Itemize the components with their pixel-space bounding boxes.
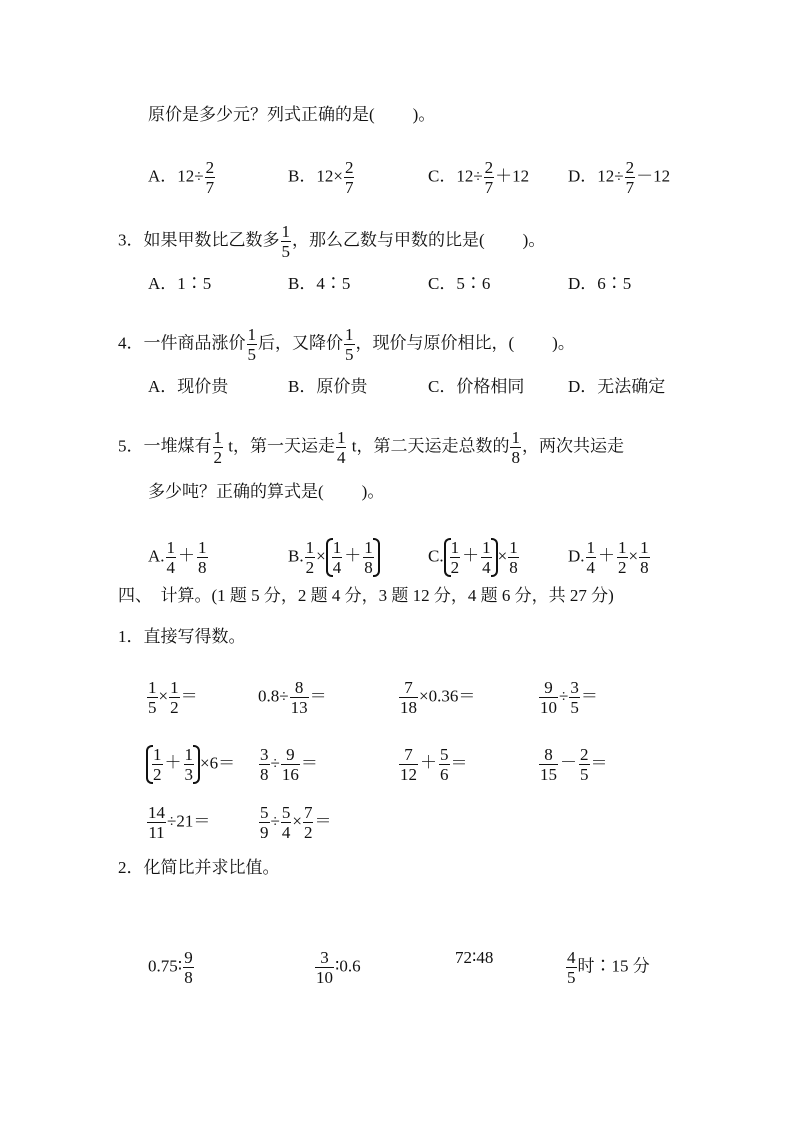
- fraction: $\frac{1}{3}$: [184, 745, 193, 784]
- q2-continuation: 原价是多少元？列式正确的是( )。: [148, 105, 436, 124]
- fraction: $\frac{8}{15}$: [540, 745, 557, 784]
- calc-item: $\frac{9}{10}$ ÷ $\frac{3}{5}$ ＝: [540, 678, 598, 717]
- q5-option-d[interactable]: D. $\frac{1}{4}$ ＋ $\frac{1}{2}$ × $\frac{1}{8}$: [568, 538, 649, 577]
- q2-option-a[interactable]: A．12÷ $\frac{2}{7}$: [148, 158, 215, 197]
- q5-option-a[interactable]: A. $\frac{1}{4}$ ＋ $\frac{1}{8}$: [148, 538, 207, 577]
- calc-item: $\frac{7}{18}$ ×0.36＝: [400, 678, 476, 717]
- q4-option-a[interactable]: A．现价贵: [148, 377, 229, 396]
- calc-item: $\frac{7}{12}$ ＋ $\frac{5}{6}$ ＝: [400, 745, 468, 784]
- calc1-heading: 1．直接写得数。: [118, 627, 246, 646]
- fraction: $\frac{1}{8}$: [198, 538, 207, 577]
- ratio-item: 72∶48: [455, 948, 494, 967]
- fraction: $\frac{9}{8}$: [184, 948, 193, 987]
- fraction: $\frac{3}{8}$: [260, 745, 269, 784]
- ratio-item: $\frac{4}{5}$ 时∶15 分: [567, 948, 650, 987]
- q3-option-d[interactable]: D．6∶5: [568, 274, 632, 293]
- fraction: $\frac{1}{4}$: [336, 428, 346, 467]
- fraction: $\frac{9}{10}$: [540, 678, 557, 717]
- ratio-item: $\frac{3}{10}$ ∶0.6: [316, 948, 361, 987]
- calc-item: $\frac{5}{9}$ ÷ $\frac{5}{4}$ × $\frac{7}{2}$ ＝: [260, 803, 332, 842]
- fraction: $\frac{8}{13}$: [290, 678, 308, 717]
- calc-item: $\frac{1}{2}$ ＋ $\frac{1}{3}$ ×6＝: [146, 745, 235, 784]
- fraction: $\frac{2}{7}$: [484, 158, 494, 197]
- fraction: $\frac{1}{8}$: [640, 538, 649, 577]
- calc-item: 0.8÷ $\frac{8}{13}$ ＝: [258, 678, 327, 717]
- q5-continuation: 多少吨？正确的算式是( )。: [148, 482, 385, 501]
- parentheses: $\frac{1}{4}$ ＋ $\frac{1}{8}$: [326, 538, 380, 577]
- q2-option-c[interactable]: C．12÷ $\frac{2}{7}$ ＋12: [428, 158, 530, 197]
- fraction: $\frac{2}{7}$: [205, 158, 215, 197]
- fraction: $\frac{1}{5}$: [345, 325, 354, 364]
- fraction: $\frac{7}{18}$: [400, 678, 417, 717]
- fraction: $\frac{7}{12}$: [400, 745, 417, 784]
- calc-item: $\frac{14}{11}$ ÷21＝: [148, 803, 211, 842]
- fraction: $\frac{1}{8}$: [509, 538, 518, 577]
- q2-option-d[interactable]: D．12÷ $\frac{2}{7}$ －12: [568, 158, 671, 197]
- fraction: $\frac{1}{4}$: [332, 538, 342, 577]
- fraction: $\frac{1}{2}$: [153, 745, 162, 784]
- fraction: $\frac{1}{2}$: [450, 538, 460, 577]
- fraction: $\frac{1}{2}$: [170, 678, 179, 717]
- fraction: $\frac{9}{16}$: [281, 745, 299, 784]
- calc-item: $\frac{3}{8}$ ÷ $\frac{9}{16}$ ＝: [260, 745, 318, 784]
- fraction: $\frac{2}{7}$: [344, 158, 354, 197]
- fraction: $\frac{5}{9}$: [260, 803, 269, 842]
- fraction: $\frac{7}{2}$: [303, 803, 313, 842]
- fraction: $\frac{14}{11}$: [148, 803, 165, 842]
- fraction: $\frac{1}{4}$: [482, 538, 491, 577]
- fraction: $\frac{2}{7}$: [625, 158, 635, 197]
- fraction: $\frac{1}{8}$: [364, 538, 373, 577]
- fraction: $\frac{1}{5}$: [247, 325, 256, 364]
- fraction: $\frac{5}{4}$: [281, 803, 291, 842]
- q4-option-d[interactable]: D．无法确定: [568, 377, 666, 396]
- calc-item: $\frac{1}{5}$ × $\frac{1}{2}$ ＝: [148, 678, 198, 717]
- parentheses: $\frac{1}{2}$ ＋ $\frac{1}{3}$: [146, 745, 200, 784]
- fraction: $\frac{1}{4}$: [586, 538, 596, 577]
- q5-option-b[interactable]: B. $\frac{1}{2}$ × $\frac{1}{4}$ ＋ $\frac{1}{8}$: [288, 538, 380, 577]
- q2-option-b[interactable]: B．12× $\frac{2}{7}$: [288, 158, 354, 197]
- q3-option-c[interactable]: C．5∶6: [428, 274, 491, 293]
- parentheses: $\frac{1}{2}$ ＋ $\frac{1}{4}$: [444, 538, 498, 577]
- fraction: $\frac{1}{5}$: [281, 222, 290, 261]
- fraction: $\frac{1}{5}$: [148, 678, 157, 717]
- q3-stem: 3．如果甲数比乙数多 $\frac{1}{5}$ ，那么乙数与甲数的比是( )。: [118, 222, 546, 261]
- q3-option-b[interactable]: B．4∶5: [288, 274, 351, 293]
- fraction: $\frac{3}{5}$: [570, 678, 579, 717]
- fraction: $\frac{1}{2}$: [213, 428, 222, 467]
- section-four-title: 四、 计算。(1 题 5 分，2 题 4 分，3 题 12 分，4 题 6 分，共 27 分): [118, 586, 614, 605]
- calc-item: $\frac{8}{15}$ － $\frac{2}{5}$ ＝: [540, 745, 608, 784]
- fraction: $\frac{1}{4}$: [166, 538, 176, 577]
- fraction: $\frac{1}{8}$: [511, 428, 520, 467]
- fraction: $\frac{3}{10}$: [316, 948, 333, 987]
- q3-option-a[interactable]: A．1∶5: [148, 274, 212, 293]
- ratio-item: 0.75∶ $\frac{9}{8}$: [148, 948, 193, 987]
- q4-option-c[interactable]: C．价格相同: [428, 377, 525, 396]
- calc2-heading: 2．化简比并求比值。: [118, 858, 280, 877]
- fraction: $\frac{1}{2}$: [618, 538, 627, 577]
- q5-stem: 5．一堆煤有 $\frac{1}{2}$ t，第一天运走 $\frac{1}{4}$ t，第二天运走总数的 $\frac{1}{8}$ ，两次共运走: [118, 428, 624, 467]
- fraction: $\frac{4}{5}$: [567, 948, 576, 987]
- fraction: $\frac{1}{2}$: [305, 538, 315, 577]
- q5-option-c[interactable]: C. $\frac{1}{2}$ ＋ $\frac{1}{4}$ × $\frac{1}{8}$: [428, 538, 518, 577]
- fraction: $\frac{2}{5}$: [580, 745, 589, 784]
- q4-stem: 4．一件商品涨价 $\frac{1}{5}$ 后，又降价 $\frac{1}{5}$ ，现价与原价相比，( )。: [118, 325, 575, 364]
- fraction: $\frac{5}{6}$: [440, 745, 449, 784]
- q4-option-b[interactable]: B．原价贵: [288, 377, 368, 396]
